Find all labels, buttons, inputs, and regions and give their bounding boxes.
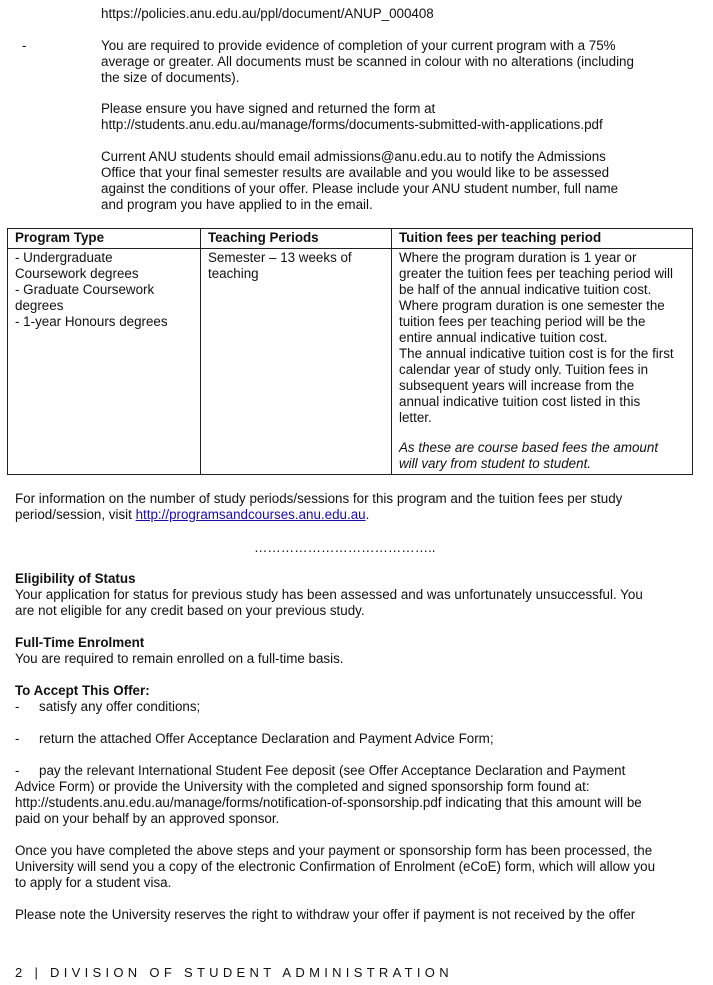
accept-step-pay-deposit: pay the relevant International Student Fee deposit (see Offer Acceptance Declaration and Payment xyxy=(39,763,626,778)
text-line: letter. xyxy=(399,410,432,425)
text-line: subsequent years will increase from the xyxy=(399,378,635,393)
text-line: Please ensure you have signed and returned the form at xyxy=(101,101,436,116)
text-line: - Graduate Coursework xyxy=(15,282,155,297)
text-line: tuition fees per teaching period will be the xyxy=(399,314,646,329)
table-header-row xyxy=(8,229,693,249)
bullet-dash: - xyxy=(15,763,20,778)
text-line: average or greater. All documents must be scanned in colour with no alterations (including xyxy=(101,54,634,69)
text-line: Office that your final semester results are available and you would like to be assessed xyxy=(101,165,610,180)
header-teaching-periods: Teaching Periods xyxy=(201,229,392,249)
text-line: entire annual indicative tuition cost. xyxy=(399,330,608,345)
italic-note-line: As these are course based fees the amount xyxy=(399,440,659,455)
evidence-paragraph xyxy=(101,38,634,86)
eligibility-paragraph xyxy=(15,587,643,619)
accept-step-pay-continued xyxy=(15,779,642,827)
text-line: Semester – 13 weeks of xyxy=(208,250,352,265)
text-line: be half of the annual indicative tuition cost. xyxy=(399,282,652,297)
table-row xyxy=(8,249,693,475)
text-line: the size of documents). xyxy=(101,70,240,85)
text-line: The annual indicative tuition cost is for the first xyxy=(399,346,674,361)
accept-step-conditions: satisfy any offer conditions; xyxy=(39,699,201,714)
text-line: Where program duration is one semester the xyxy=(399,298,665,313)
page-footer: 2 | DIVISION OF STUDENT ADMINISTRATION xyxy=(15,965,453,980)
policy-url: https://policies.anu.edu.au/ppl/document/ANUP_000408 xyxy=(101,6,434,21)
text-line: and program you have applied to in the email. xyxy=(101,197,373,212)
bullet-dash: - xyxy=(15,731,20,746)
text-line: annual indicative tuition cost listed in this xyxy=(399,394,641,409)
text-line: University will send you a copy of the electronic Confirmation of Enrolment (eCoE) form, which will allow you xyxy=(15,859,656,874)
fulltime-heading: Full-Time Enrolment xyxy=(15,635,145,650)
tuition-fees-table xyxy=(7,228,693,475)
teaching-periods-cell xyxy=(201,249,392,475)
bullet-dash: - xyxy=(15,699,20,714)
fulltime-text: You are required to remain enrolled on a full-time basis. xyxy=(15,651,344,666)
section-separator: ………………………………….. xyxy=(254,540,436,555)
text-line: Your application for status for previous study has been assessed and was unfortunately unsuccessful. You xyxy=(15,587,643,602)
text-line: Where the program duration is 1 year or xyxy=(399,250,637,265)
completion-paragraph xyxy=(15,843,655,891)
form-paragraph xyxy=(101,101,603,133)
text-line: You are required to provide evidence of completion of your current program with a 75% xyxy=(101,38,616,53)
text-line: calendar year of study only. Tuition fees in xyxy=(399,362,649,377)
text-line: paid on your behalf by an approved sponsor. xyxy=(15,811,280,826)
text-line: teaching xyxy=(208,266,259,281)
programs-courses-link[interactable]: http://programsandcourses.anu.edu.au xyxy=(135,507,366,522)
text-line: Coursework degrees xyxy=(15,266,139,281)
bullet-dash: - xyxy=(22,38,27,53)
program-type-cell xyxy=(8,249,201,475)
sponsorship-url-line: http://students.anu.edu.au/manage/forms/notification-of-sponsorship.pdf indicating that this amount will be xyxy=(15,795,642,810)
text-line: - 1-year Honours degrees xyxy=(15,314,168,329)
accept-step-return-form: return the attached Offer Acceptance Declaration and Payment Advice Form; xyxy=(39,731,494,746)
accept-heading: To Accept This Offer: xyxy=(15,683,150,698)
text-line: to apply for a student visa. xyxy=(15,875,172,890)
text-line: For information on the number of study periods/sessions for this program and the tuition fees per study xyxy=(15,491,623,506)
text-line: Current ANU students should email admissions@anu.edu.au to notify the Admissions xyxy=(101,149,606,164)
eligibility-heading: Eligibility of Status xyxy=(15,571,136,586)
text-line: Once you have completed the above steps and your payment or sponsorship form has been processed, the xyxy=(15,843,653,858)
study-periods-info: For information on the number of study periods/sessions for this program and the tuition fees per study period/session, visit http://programsandcourses.anu.edu.au. xyxy=(15,491,623,522)
form-url: http://students.anu.edu.au/manage/forms/documents-submitted-with-applications.pdf xyxy=(101,117,603,132)
header-tuition-fees: Tuition fees per teaching period xyxy=(392,229,693,249)
text-line: - Undergraduate xyxy=(15,250,113,265)
text-line: greater the tuition fees per teaching period will xyxy=(399,266,673,281)
current-students-paragraph xyxy=(101,149,618,213)
text-line: are not eligible for any credit based on your previous study. xyxy=(15,603,365,618)
withdraw-note: Please note the University reserves the right to withdraw your offer if payment is not received by the offer xyxy=(15,907,636,922)
header-program-type: Program Type xyxy=(8,229,201,249)
tuition-fees-cell xyxy=(392,249,693,475)
text-line: degrees xyxy=(15,298,64,313)
text-line: against the conditions of your offer. Please include your ANU student number, full name xyxy=(101,181,619,196)
text-line: Advice Form) or provide the University with the completed and signed sponsorship form found at: xyxy=(15,779,590,794)
italic-note-line: will vary from student to student. xyxy=(399,456,592,471)
